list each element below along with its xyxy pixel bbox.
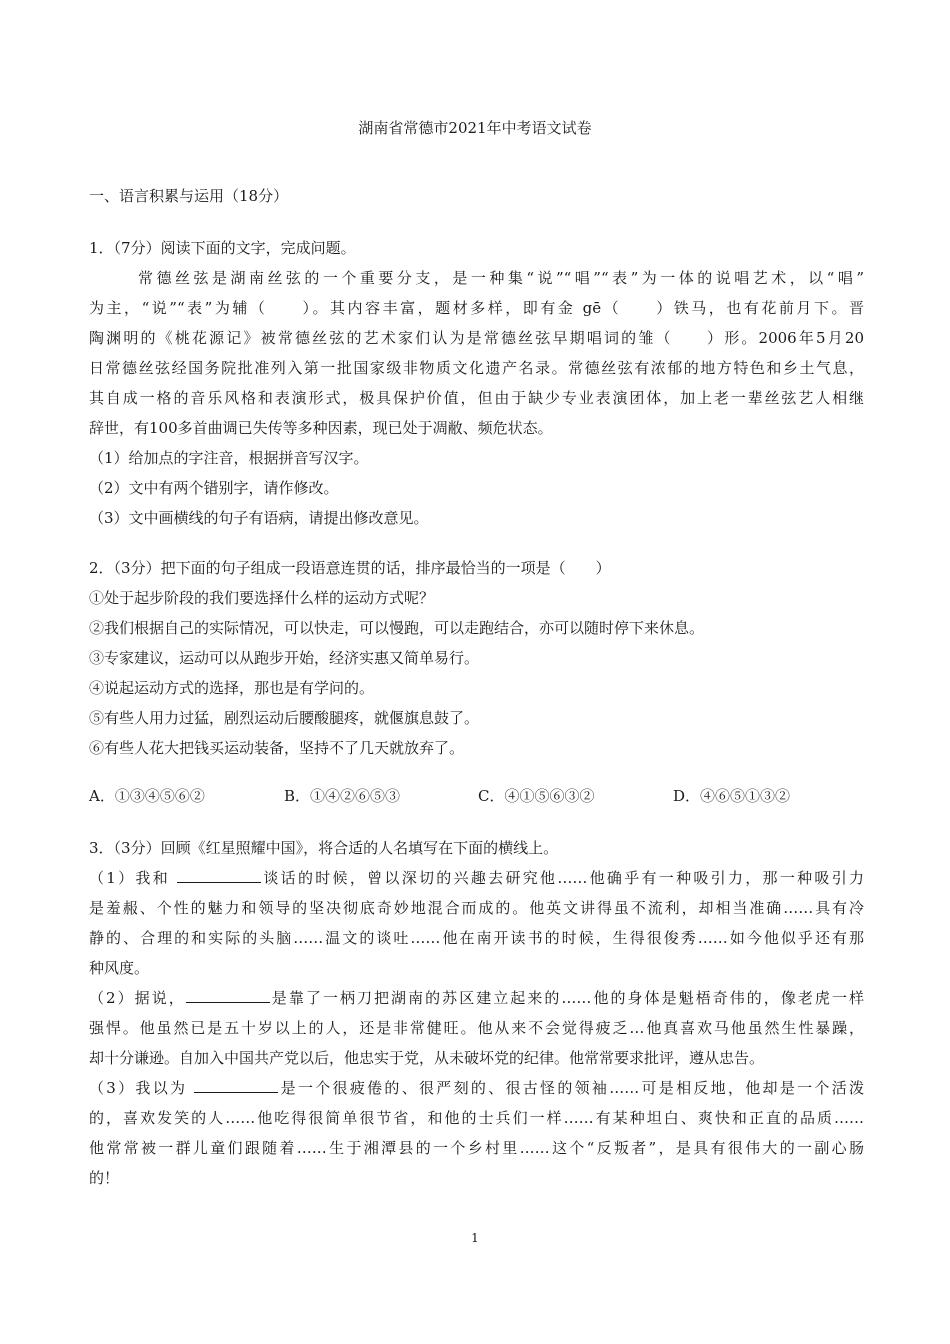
q3-part-1-rest: 谈话的时候，曾以深切的兴趣去研究他……他确乎有一种吸引力，那一种吸引力 [261, 869, 865, 887]
q3-part-2-first-line [89, 986, 864, 1010]
answer-blank [186, 987, 270, 1003]
q3-part-1-line: 静的、合理的和实际的头脑……温文的谈吐……他在南开读书的时候，生得很俊秀……如今他似乎还有那 [89, 929, 864, 947]
q3-part-1-prefix: （1）我和 [89, 869, 178, 887]
q3-part-2-rest: 是靠了一柄刀把湖南的苏区建立起来的……他的身体是魁梧奇伟的，像老虎一样 [269, 989, 864, 1007]
q3-part-3-line: 的，喜欢发笑的人……他吃得很简单很节省，和他的士兵们一样……有某种坦白、爽快和正直的品质…… [89, 1109, 864, 1127]
q3-part-2-prefix: （2）据说， [89, 989, 186, 1007]
q2-stem: 2．（3分）把下面的句子组成一段语意连贯的话，排序最恰当的一项是（ ） [89, 559, 611, 577]
q1-para-line: 日常德丝弦经国务院批准列入第一批国家级非物质文化遗产名录。常德丝弦有浓郁的地方特色和乡土气息， [89, 359, 864, 377]
q1-para-line: 辞世，有100多首曲调已失传等多种因素，现已处于凋敝、频危状态。 [89, 419, 553, 437]
q2-item: ⑤有些人用力过猛，剧烈运动后腰酸腿疼，就偃旗息鼓了。 [89, 709, 480, 727]
q3-part-3-line: 他常常被一群儿童们跟随着……生于湘潭县的一个乡村里……这个“反叛者”，是具有很伟大的一副心肠 [89, 1139, 864, 1157]
answer-blank [194, 1077, 278, 1093]
q3-part-1-line: 种风度。 [89, 959, 150, 977]
q1-stem: 1．（7分）阅读下面的文字，完成问题。 [89, 239, 356, 257]
q1-para-line: 陶渊明的《桃花源记》被常德丝弦的艺术家们认为是常德丝弦早期唱词的雏（ ）形。2006年5月20 [89, 329, 864, 347]
q2-option-a: A．①③④⑤⑥② [89, 787, 205, 805]
q2-item: ①处于起步阶段的我们要选择什么样的运动方式呢？ [89, 589, 435, 607]
q2-option-d: D．④⑥⑤①③② [673, 787, 791, 805]
q2-item: ③专家建议，运动可以从跑步开始，经济实惠又简单易行。 [89, 649, 480, 667]
q2-item: ④说起运动方式的选择，那也是有学问的。 [89, 679, 375, 697]
q3-part-2-line: 却十分谦逊。自加入中国共产党以后，他忠实于党，从未破坏党的纪律。他常常要求批评，遵从忠告。 [89, 1049, 765, 1067]
page-number: 1 [471, 1231, 479, 1245]
q1-sub-3: （3）文中画横线的句子有语病，请提出修改意见。 [89, 509, 429, 527]
answer-blank [177, 867, 261, 883]
q1-para-line: 常德丝弦是湖南丝弦的一个重要分支，是一种集“说”“唱”“表”为一体的说唱艺术，以“唱” [138, 269, 864, 287]
q3-part-3-prefix: （3）我以为 [89, 1079, 195, 1097]
q3-part-3-rest: 是一个很疲倦的、很严刻的、很古怪的领袖……可是相反地，他却是一个活泼 [278, 1079, 864, 1097]
q1-para-line: 为主，“说”“表”为辅（ ）。其内容丰富，题材多样，即有金 gē（ ）铁马，也有花前月下。晋 [89, 299, 864, 317]
q2-item: ②我们根据自己的实际情况，可以快走，可以慢跑，可以走跑结合，亦可以随时停下来休息。 [89, 619, 705, 637]
q3-part-2-line: 强悍。他虽然已是五十岁以上的人，还是非常健旺。他从来不会觉得疲乏…他真喜欢马他虽然生性暴躁， [89, 1019, 864, 1037]
q2-option-c: C．④①⑤⑥③② [478, 787, 595, 805]
q3-part-3-first-line [89, 1076, 864, 1100]
q2-option-b: B．①④②⑥⑤③ [284, 787, 401, 805]
q1-sub-2: （2）文中有两个错别字，请作修改。 [89, 479, 339, 497]
q1-sub-1: （1）给加点的字注音，根据拼音写汉字。 [89, 449, 369, 467]
q3-part-1-first-line [89, 866, 864, 890]
q2-item: ⑥有些人花大把钱买运动装备，坚持不了几天就放弃了。 [89, 739, 465, 757]
q3-part-1-line: 是羞赧、个性的魅力和领导的坚决彻底奇妙地混合而成的。他英文讲得虽不流利，却相当准确……具有冷 [89, 899, 864, 917]
section-heading: 一、语言积累与运用（18分） [89, 187, 289, 205]
q1-para-line: 其自成一格的音乐风格和表演形式，极具保护价值，但由于缺少专业表演团体，加上老一辈丝弦艺人相继 [89, 389, 864, 407]
q3-stem: 3．（3分）回顾《红星照耀中国》，将合适的人名填写在下面的横线上。 [89, 839, 559, 857]
exam-title: 湖南省常德市2021年中考语文试卷 [358, 119, 592, 137]
q3-part-3-line: 的！ [89, 1169, 120, 1187]
